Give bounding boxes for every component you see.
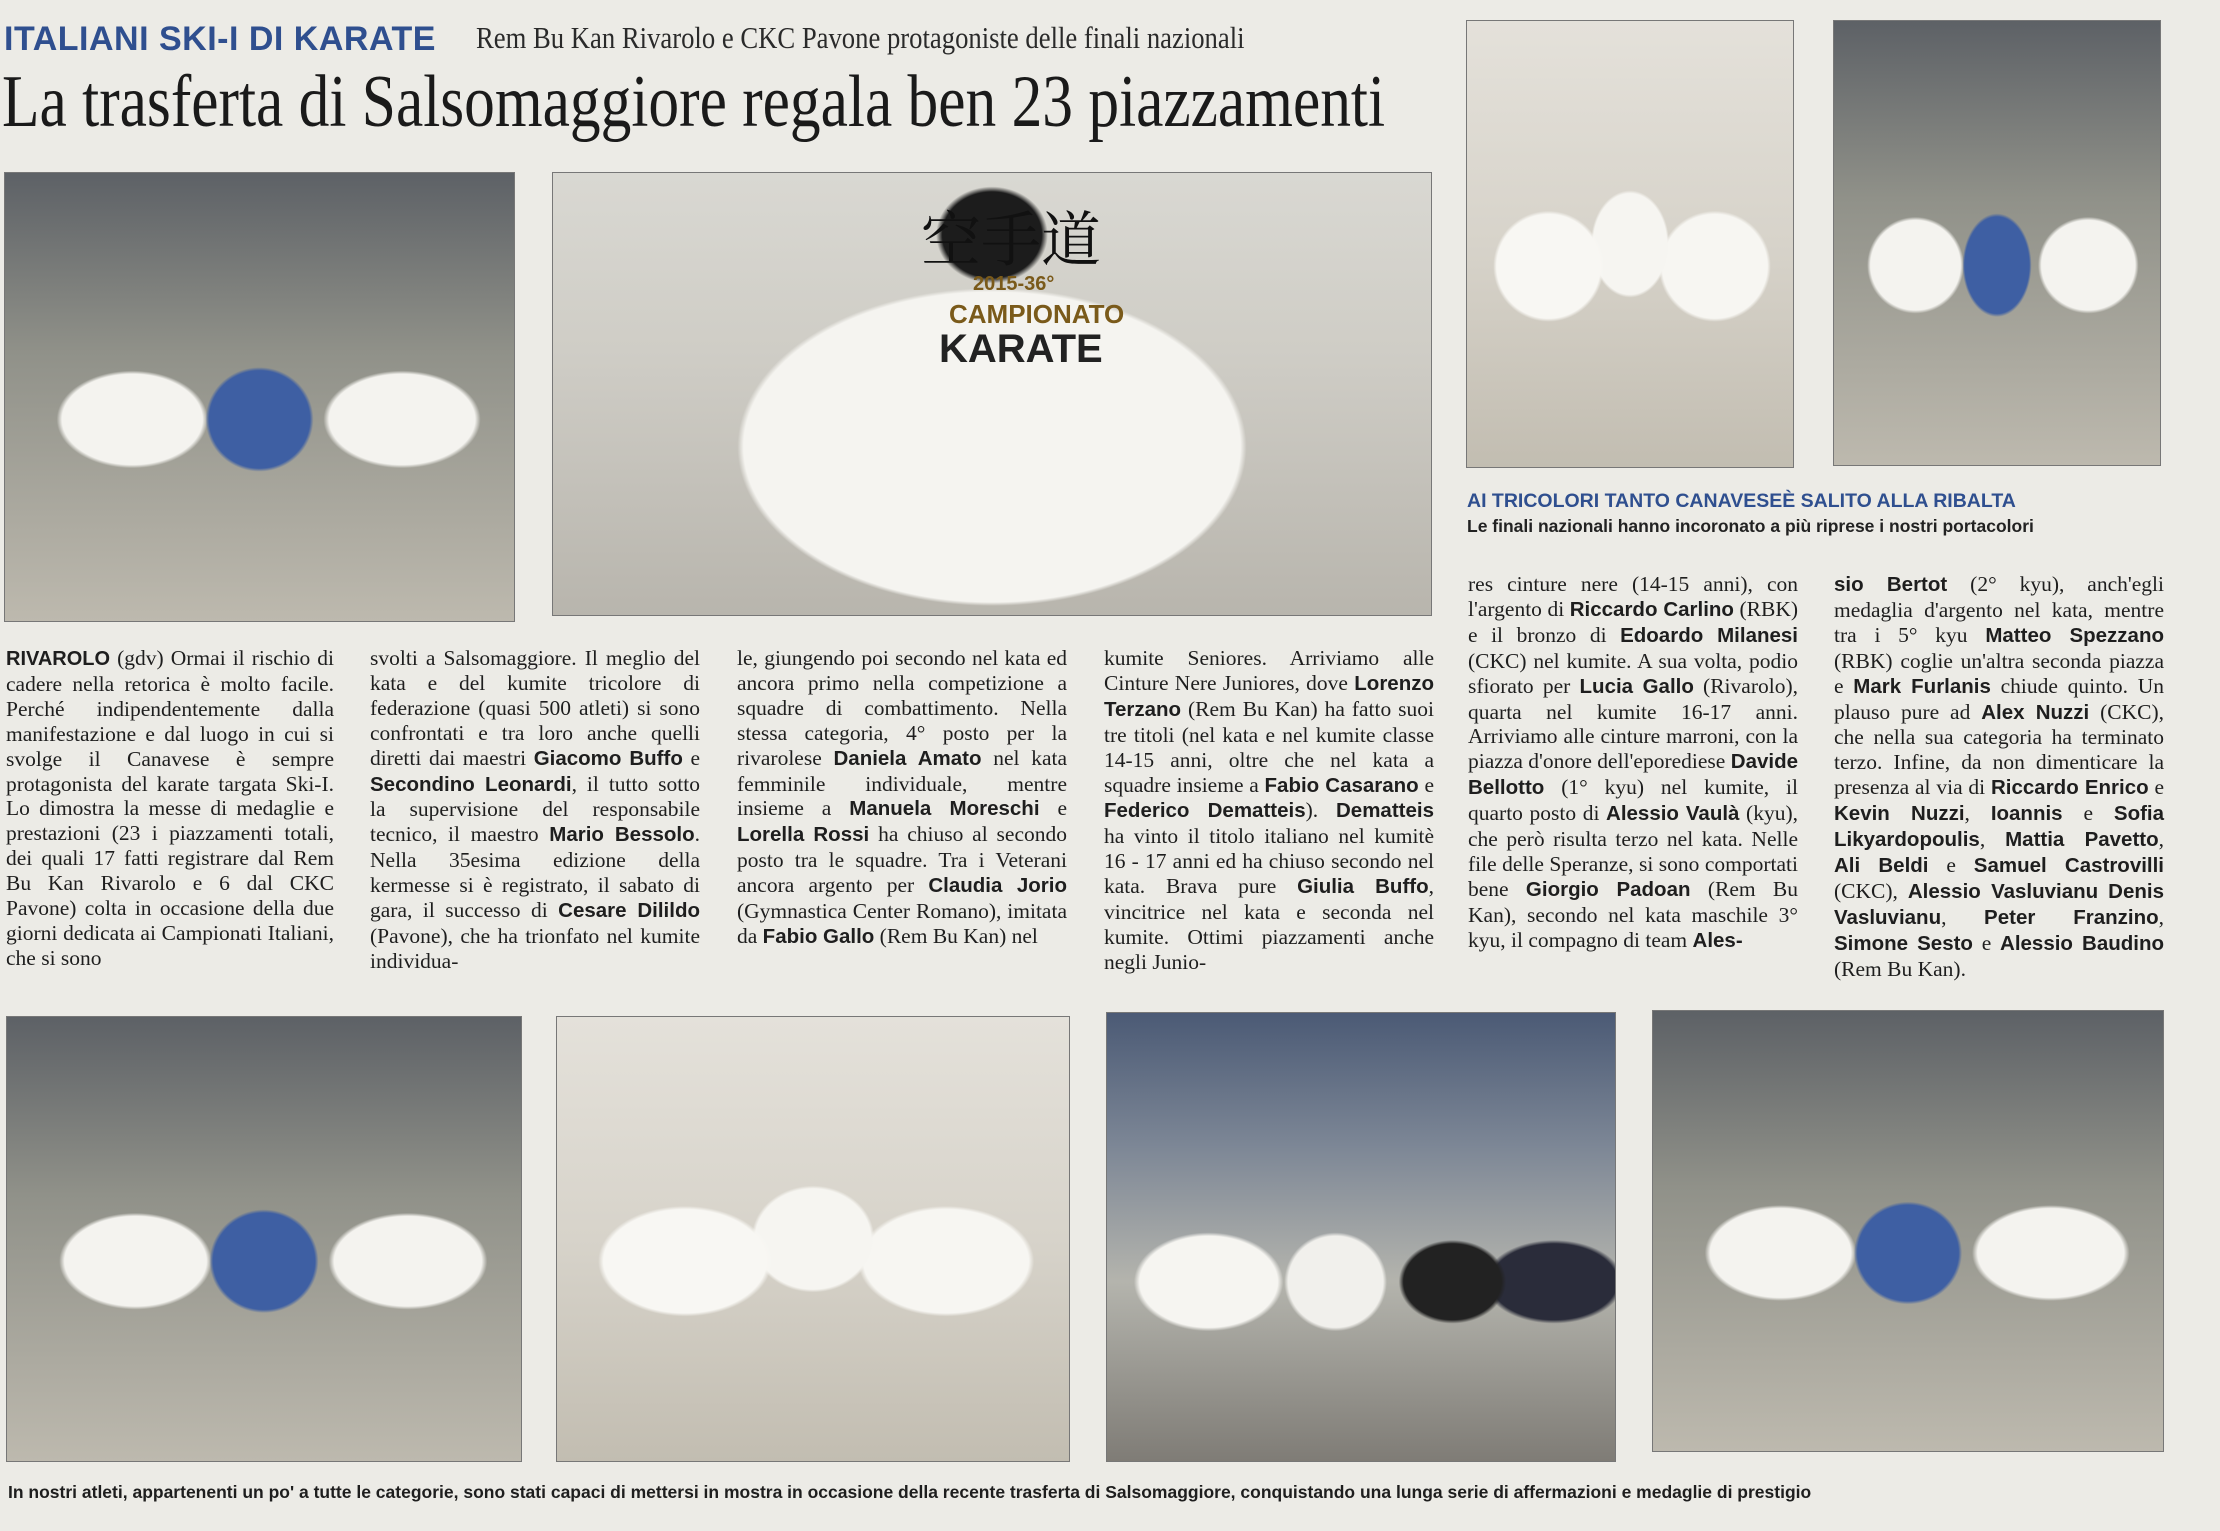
side-heading: AI TRICOLORI TANTO CANAVESEÈ SALITO ALLA RIBALTA (1467, 490, 2016, 512)
text: (Rem Bu Kan), secondo nel kata maschile 3° kyu, il compagno di team (1468, 876, 1799, 952)
text: (Rem Bu Kan). (1834, 956, 1966, 981)
text: res cinture nere (14-15 anni), con l'argento di (1468, 572, 1798, 621)
photo-trophy-team (6, 1016, 522, 1462)
person-name: Dematteis (1336, 799, 1434, 823)
text: kumite Seniores. Arriviamo alle Cinture Nere Juniores, dove (1104, 646, 1434, 695)
person-name: Ali Beldi (1834, 853, 1929, 877)
championship-banner-title: CAMPIONATO (949, 299, 1125, 329)
text: (RBK) coglie un'altra seconda piazza e (1834, 648, 2164, 698)
text: (kyu), che però risulta terzo nel kata. Nelle file delle Speranze, si sono comportati bene (1468, 801, 1798, 901)
photo-women-team-podium (556, 1016, 1070, 1462)
person-name: Lucia Gallo (1579, 674, 1694, 698)
text: (1° kyu) nel kumite, il quarto posto di (1468, 775, 1798, 826)
text: (Gymnastica Center Romano), imitata da (737, 899, 1067, 948)
text: e (1418, 772, 1434, 797)
text: (Rem Bu Kan) nel (874, 923, 1038, 948)
person-name: Claudia Jorio (928, 874, 1067, 898)
article-column-4 (1104, 646, 1434, 975)
headline: La trasferta di Salsomaggiore regala ben 23 piazzamenti (2, 61, 1386, 143)
text: e (682, 745, 700, 770)
person-name: Ales- (1692, 928, 1743, 952)
person-name: Davide Bellotto (1468, 750, 1798, 800)
text: . Nella 35esima edizione della kermesse si è registrato, il sabato di gara, il successo di (370, 822, 700, 923)
text: (CKC), (1834, 878, 1908, 903)
person-name: Giorgio Padoan (1525, 877, 1691, 901)
text: (gdv) Ormai il rischio di cadere nella retorica è molto facile. Perché indipendentemente dalla manifestazione e dal luogo in cui si svolge il Canavese è sempre protagonista del karate targata Ski-I. Lo dimostra la messe di medaglie e prestazioni (23 i piazzamenti totali, dei quali 17 fatti registrare dal Rem Bu Kan Rivarolo e 6 dal CKC Pavone) colta in occasione della due giorni dedicata ai Campionati Italiani, che si sono (6, 646, 334, 970)
article-column-1 (6, 646, 334, 971)
person-name: sio Bertot (1834, 573, 1948, 596)
text: , (2158, 827, 2164, 852)
text: (Rem Bu Kan) ha fatto suoi tre titoli (nel kata e nel kumite classe 14-15 anni, oltre che nel kata a squadre insieme a (1104, 696, 1434, 797)
person-name: Samuel Castrovilli (1973, 853, 2165, 877)
person-name: Alessio Vaulà (1606, 802, 1740, 826)
person-name: Riccardo Carlino (1569, 597, 1734, 621)
person-name: Simone Sesto (1834, 931, 1973, 955)
text: e (1039, 796, 1067, 821)
text: , (1964, 801, 1991, 826)
text: ha vinto il titolo italiano nel kumitè 16 - 17 anni ed ha chiuso secondo nel kata. Brava pure (1104, 824, 1434, 899)
section-kicker: ITALIANI SKI-I DI KARATE (4, 20, 436, 58)
text: chiude quinto. Un plauso pure ad (1834, 673, 2164, 724)
person-name: Peter Franzino (1984, 905, 2159, 929)
person-name: Mattia Pavetto (2005, 828, 2159, 852)
article-column-2 (370, 646, 700, 974)
text: , (2158, 904, 2164, 929)
person-name: Kevin Nuzzi (1834, 802, 1965, 826)
side-subheading: Le finali nazionali hanno incoronato a più riprese i nostri portacolori (1467, 516, 2034, 536)
photo-podium-men (1833, 20, 2161, 466)
photo-team-group (552, 172, 1432, 616)
article-column-5 (1468, 572, 1798, 954)
person-name: Riccardo Enrico (1990, 776, 2149, 800)
text: e (2062, 801, 2114, 826)
person-name: Edoardo Milanesi (1620, 623, 1798, 647)
article-column-6 (1834, 572, 2164, 982)
person-name: Matteo Spezzano (1985, 623, 2164, 647)
person-name: Mark Furlanis (1853, 674, 1991, 698)
person-name: Secondino Leonardi (370, 772, 572, 796)
text: (Rivarolo), quarta nel kumite 16-17 anni. Arriviamo alle cinture marroni, con la piazza d'onore dell'eporediese (1468, 673, 1798, 774)
text: le, giungendo poi secondo nel kata ed ancora primo nella competizione a squadre di combattimento. Nella stessa categoria, 4° posto per la rivarolese (737, 646, 1067, 770)
subheadline: Rem Bu Kan Rivarolo e CKC Pavone protagoniste delle finali nazionali (476, 20, 1245, 55)
person-name: Alessio Vasluvianu (1907, 879, 2099, 903)
person-name: Fabio Gallo (762, 924, 875, 948)
championship-banner-logo: 空手道 (921, 206, 1101, 276)
person-name: Fabio Casarano (1264, 773, 1419, 797)
person-name: Lorenzo Terzano (1104, 671, 1434, 721)
text: (2° kyu), anch'egli medaglia d'argento nel kata, mentre tra i 5° kyu (1834, 572, 2164, 647)
text: , il tutto sotto la supervisione del responsabile tecnico, il maestro (370, 771, 700, 847)
person-name: Manuela Moreschi (849, 797, 1040, 821)
text: ha chiuso al secondo posto tra le squadre. Tra i Veterani ancora argento per (737, 822, 1067, 898)
text: (Pavone), che ha trionfato nel kumite individua- (370, 923, 700, 973)
text: , (1979, 827, 2006, 852)
photo-three-athletes (4, 172, 515, 622)
photo-podium-women (1466, 20, 1794, 468)
person-name: Ioannis (1990, 802, 2063, 826)
photo-caption: In nostri atleti, appartenenti un po' a tutte le categorie, sono stati capaci di mettersi in mostra in occasione della recente trasferta di Salsomaggiore, conquistando una lunga serie di affermazioni e medaglie di prestigio (8, 1482, 1812, 1502)
text: (CKC), che nella sua categoria ha terminato terzo. Infine, da non dimenticare la presenza al via di (1834, 699, 2164, 800)
text (2098, 879, 2108, 903)
photo-coaches-arena (1106, 1012, 1616, 1462)
dateline: RIVAROLO (6, 648, 111, 670)
text: e (1972, 930, 2001, 955)
person-name: Giulia Buffo (1297, 875, 1429, 899)
text: (RBK) e il bronzo di (1468, 596, 1798, 647)
text: , (1941, 904, 1985, 929)
text: ). (1305, 798, 1336, 823)
photo-certificates (1652, 1010, 2164, 1452)
text: nel kata femminile individuale, mentre insieme a (737, 745, 1068, 821)
text: svolti a Salsomaggiore. Il meglio del kata e del kumite tricolore di federazione (quasi 500 atleti) si sono confrontati e tra loro anche quelli diretti dai maestri (370, 646, 700, 770)
text: , vincitrice nel kata e seconda nel kumite. Ottimi piazzamenti anche negli Junio- (1104, 874, 1434, 974)
article-column-3 (737, 646, 1067, 950)
person-name: Alessio Baudino (2000, 931, 2165, 955)
person-name: Lorella Rossi (737, 823, 870, 847)
person-name: Sofia Likyardopoulis (1834, 802, 2165, 852)
person-name: Alex Nuzzi (1981, 700, 2090, 724)
person-name: Mario Bessolo (549, 823, 695, 847)
text: e (1928, 852, 1974, 877)
text: e (2148, 775, 2165, 800)
championship-banner-year: 2015-36° (973, 273, 1055, 295)
person-name: Federico Dematteis (1104, 799, 1306, 823)
person-name: Giacomo Buffo (533, 746, 683, 770)
person-name: Denis Vasluvianu (1834, 879, 2164, 929)
text: (CKC) nel kumite. A sua volta, podio sfiorato per (1468, 648, 1798, 698)
championship-banner-sport: KARATE (939, 327, 1103, 371)
person-name: Cesare Dilildo (558, 899, 700, 923)
person-name: Daniela Amato (833, 746, 982, 770)
